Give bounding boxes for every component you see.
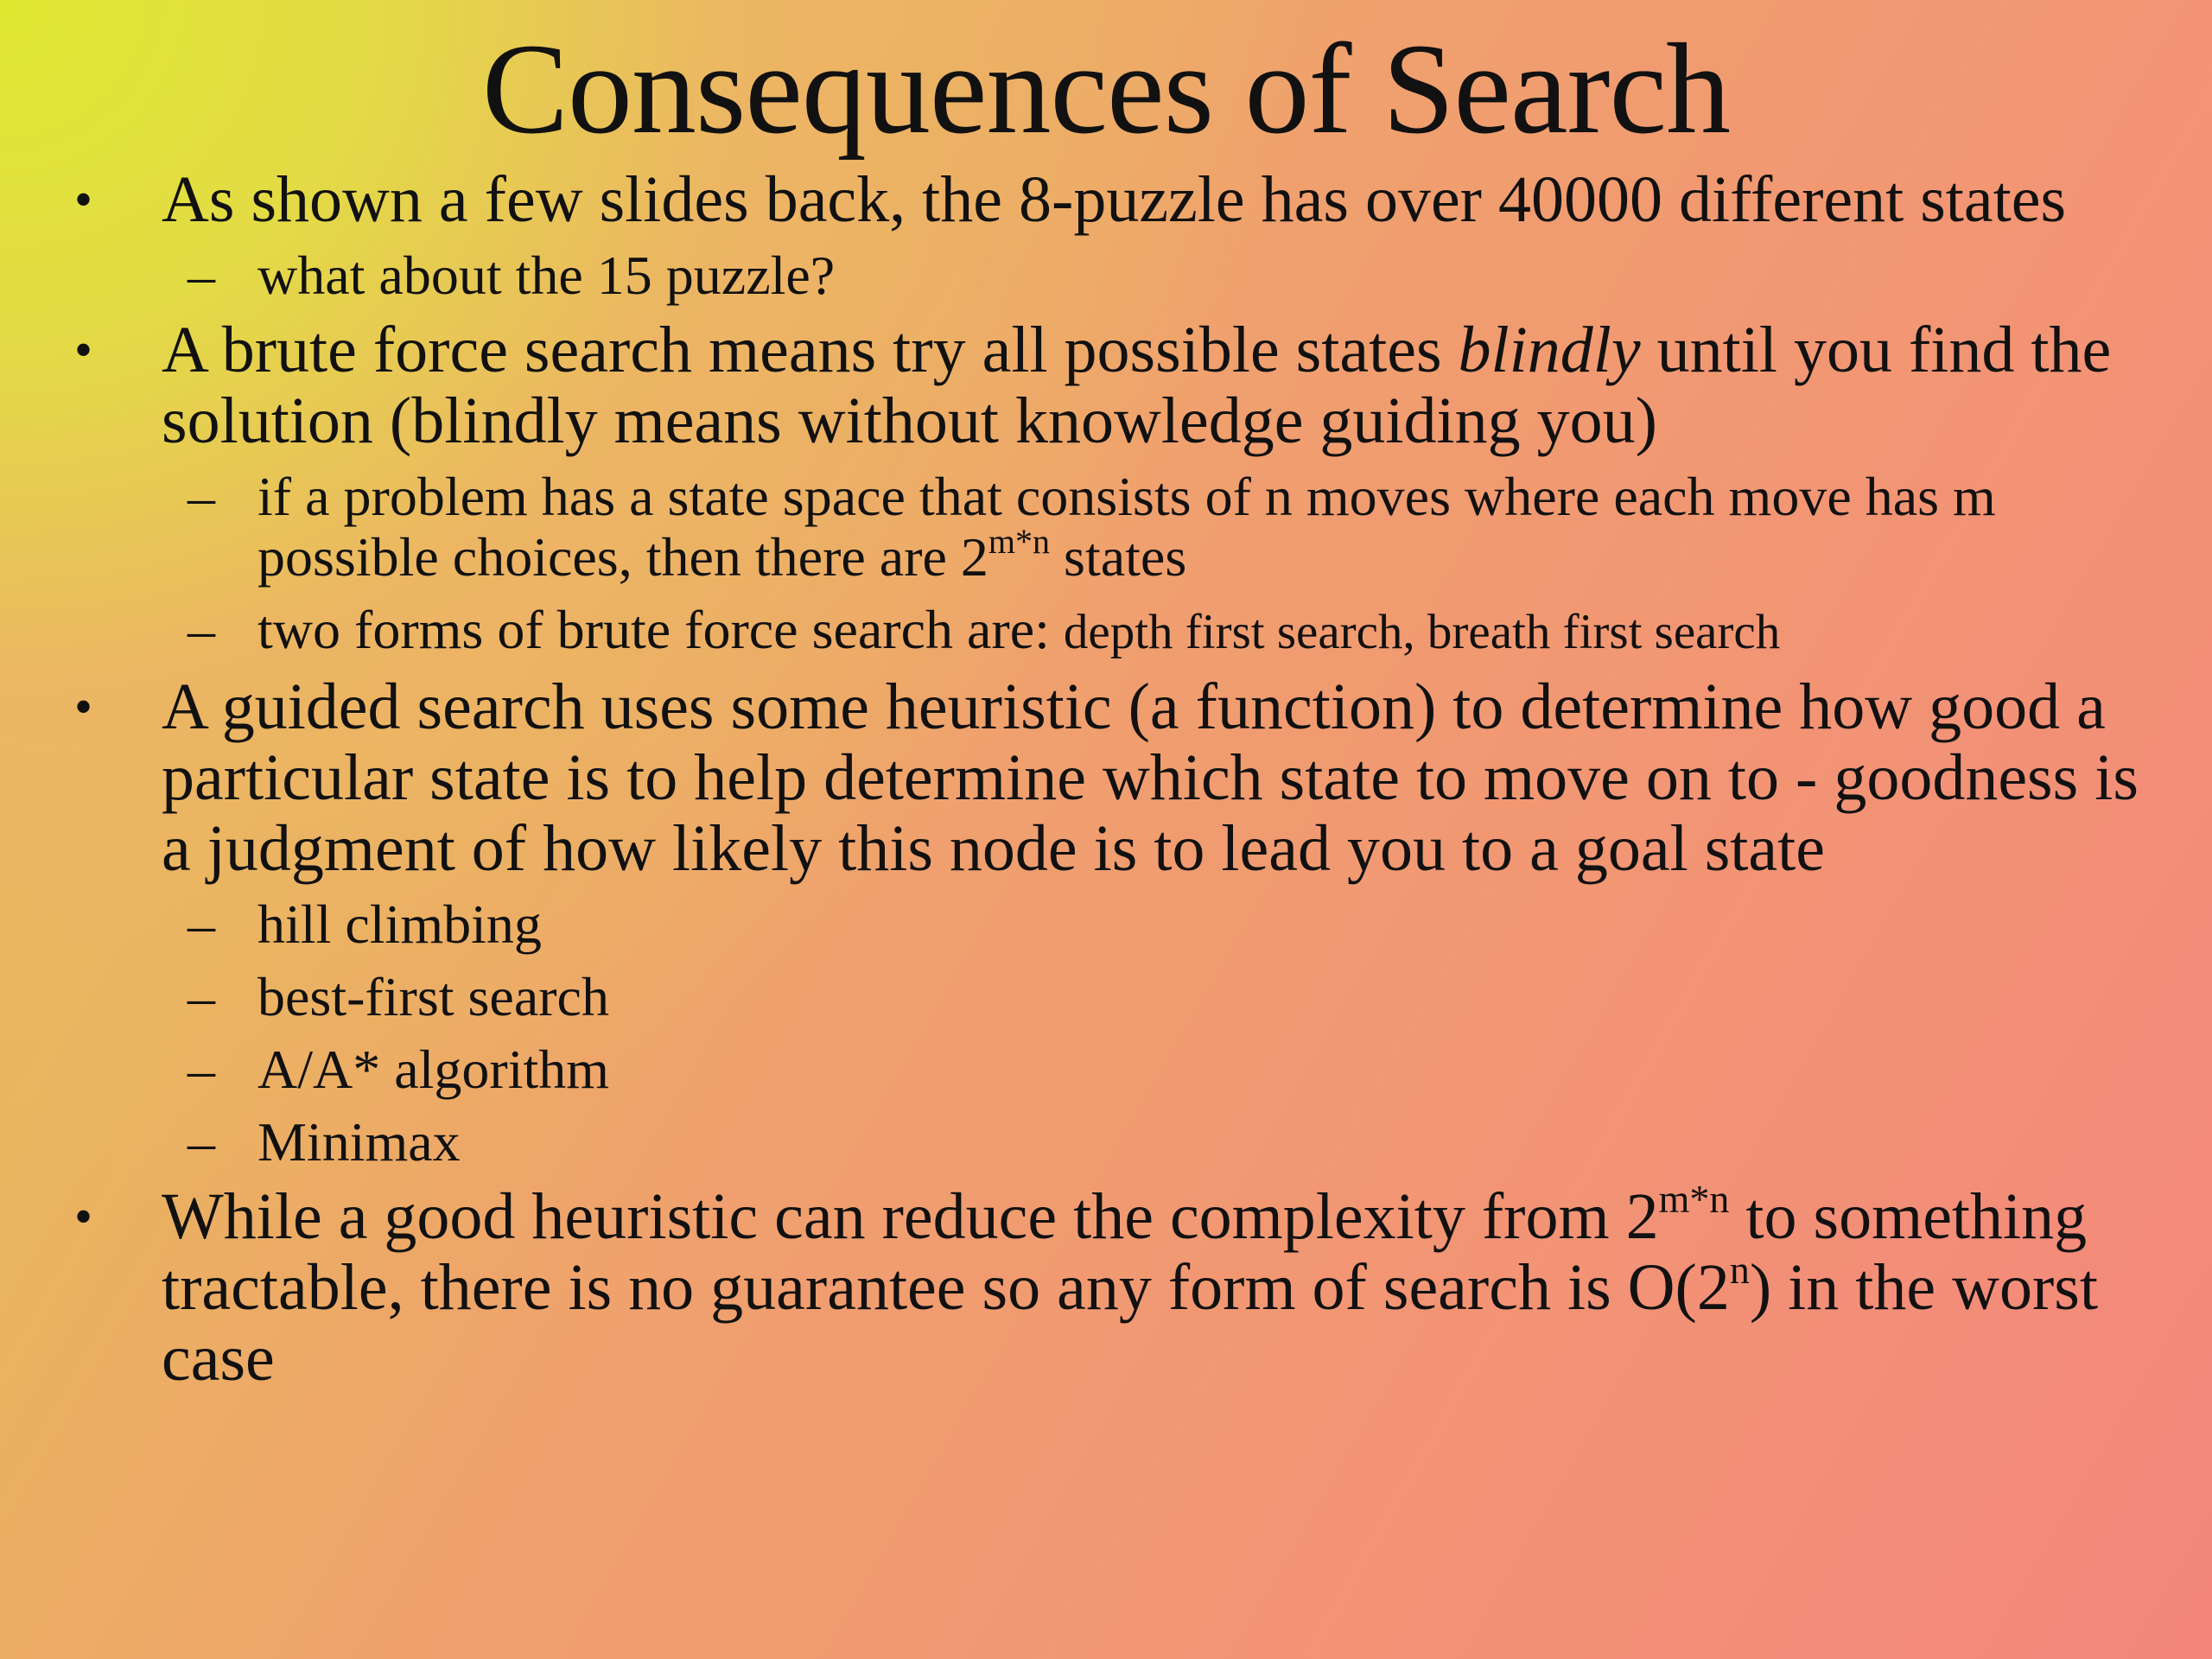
bullet-text-emphasis: blindly	[1458, 314, 1641, 386]
sub-bullet-dash: –	[188, 245, 215, 306]
sub-bullet-list	[162, 245, 2165, 306]
superscript-exponent: m*n	[1658, 1177, 1730, 1222]
bullet-dot: •	[74, 1188, 93, 1245]
sub-bullet-text-before: two forms of brute force search are:	[257, 599, 1064, 660]
sub-bullet-text-small: depth first search, breath first search	[1063, 605, 1781, 659]
sub-bullet-text: Minimax	[257, 1111, 461, 1173]
sub-bullet-text: what about the 15 puzzle?	[257, 245, 836, 306]
sub-bullet-dash: –	[188, 1039, 215, 1100]
sub-bullet-list	[162, 467, 2165, 663]
bullet-text-after: until you find the solution (blindly means without knowledge guiding you)	[162, 314, 2112, 457]
bullet-text-before: While a good heuristic can reduce the complexity from 2	[162, 1180, 1659, 1253]
sub-bullet-a-star	[162, 1039, 2165, 1100]
superscript-exponent: n	[1729, 1248, 1750, 1293]
sub-bullet-text-after: states	[1050, 526, 1187, 588]
bullet-text: A guided search uses some heuristic (a function) to determine how good a particular state is to help determine which state to move on to - goodness is a judgment of how likely this node is to lead you to a goal state	[162, 671, 2139, 885]
bullet-heuristic-complexity	[74, 1177, 2165, 1395]
sub-bullet-dash: –	[188, 599, 215, 660]
sub-bullet-hill-climbing	[162, 894, 2165, 955]
bullet-text-after: ) in the worst case	[162, 1251, 2098, 1395]
bullet-dot: •	[74, 321, 93, 378]
bullet-guided-search	[74, 671, 2165, 1173]
sub-bullet-dash: –	[188, 1111, 215, 1173]
bullet-text: As shown a few slides back, the 8-puzzle has over 40000 different states	[162, 163, 2067, 236]
sub-bullet-text: hill climbing	[257, 893, 542, 955]
sub-bullet-15-puzzle	[162, 245, 2165, 306]
superscript-exponent: m*n	[988, 522, 1051, 561]
sub-bullet-list	[162, 894, 2165, 1173]
sub-bullet-two-forms	[162, 600, 2165, 663]
sub-bullet-text: best-first search	[257, 966, 609, 1027]
sub-bullet-dash: –	[188, 466, 215, 527]
sub-bullet-best-first	[162, 967, 2165, 1027]
slide-title: Consequences of Search	[481, 17, 1731, 161]
bullet-dot: •	[74, 171, 93, 228]
sub-bullet-text-before: if a problem has a state space that consists of n moves where each move has m possible choices, then there are 2	[257, 466, 1996, 588]
bullet-text-mid: to something tractable, there is no guarantee so any form of search is O(2	[162, 1180, 2088, 1324]
bullet-8-puzzle	[74, 164, 2165, 306]
bullet-list	[74, 164, 2165, 1394]
sub-bullet-state-space	[162, 467, 2165, 588]
bullet-text-before: A brute force search means try all possible states	[162, 314, 1459, 386]
sub-bullet-minimax	[162, 1112, 2165, 1173]
sub-bullet-dash: –	[188, 966, 215, 1027]
bullet-dot: •	[74, 678, 93, 735]
sub-bullet-dash: –	[188, 893, 215, 955]
sub-bullet-text: A/A* algorithm	[257, 1039, 610, 1100]
bullet-brute-force	[74, 315, 2165, 663]
